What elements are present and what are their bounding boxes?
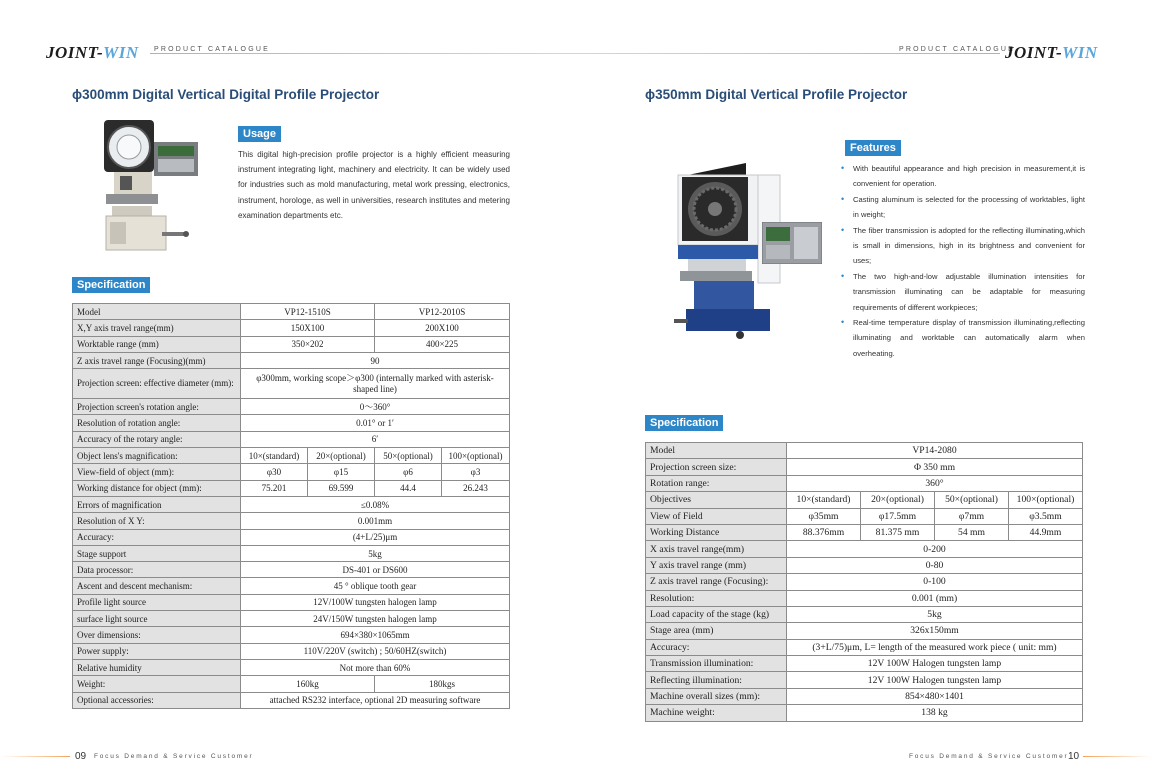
table-row: Weight: 160kg 180kgs [73,676,510,692]
list-item: • Real-time temperature display of transmission illuminating,reflecting illuminating and worktable can automatically alarm when overheating. [845,315,1085,361]
footer-slogan-right: Focus Demand & Service Customer [909,753,1069,760]
table-row: Accuracy: (4+L/25)μm [73,529,510,545]
list-item: • The fiber transmission is adopted for the reflecting illuminating,which is small in dimensions, high in its brightness and convenient for uses; [845,223,1085,269]
header-rule-left [150,53,575,54]
features-list [845,161,1085,361]
table-row: Transmission illumination: 12V 100W Halogen tungsten lamp [646,656,1083,672]
table-row: Stage support 5kg [73,545,510,561]
table-row: Relative humidity Not more than 60% [73,659,510,675]
footer-slogan-left: Focus Demand & Service Customer [94,753,254,760]
table-row: Accuracy of the rotary angle: 6′ [73,431,510,447]
catalogue-label-right: PRODUCT CATALOGUE [899,46,1015,53]
page-title-left: ϕ300mm Digital Vertical Digital Profile Projector [72,87,380,102]
table-row: Object lens's magnification: 10×(standard) 20×(optional) 50×(optional) 100×(optional) [73,448,510,464]
table-row: Stage area (mm) 326x150mm [646,623,1083,639]
table-row: Accuracy: (3+L/75)μm, L= length of the measured work piece ( unit: mm) [646,639,1083,655]
footer-rule-left [0,756,70,757]
table-row: Objectives 10×(standard) 20×(optional) 50×(optional) 100×(optional) [646,492,1083,508]
table-row: Machine overall sizes (mm): 854×480×1401 [646,688,1083,704]
table-row: Projection screen size: Φ 350 mm [646,459,1083,475]
digital-readout-image [762,222,822,264]
spec-label-left: Specification [72,277,150,293]
brand-logo-right: JOINT-WIN [1005,43,1098,62]
table-row: Errors of magnification ≤0.08% [73,496,510,512]
spec-label-right: Specification [645,415,723,431]
table-row: Resolution of rotation angle: 0.01° or 1′ [73,415,510,431]
table-row: Y axis travel range (mm) 0-80 [646,557,1083,573]
spec-table-vp12 [72,303,510,709]
table-row: Reflecting illumination: 12V 100W Halogen tungsten lamp [646,672,1083,688]
table-row: Worktable range (mm) 350×202 400×225 [73,336,510,352]
header-rule-right [575,53,1000,54]
table-row: Rotation range: 360° [646,475,1083,491]
list-item: • The two high-and-low adjustable illumination intensities for transmission illuminating can be adaptable for measuring requirements of different workpieces; [845,269,1085,315]
table-row: Resolution: 0.001 (mm) [646,590,1083,606]
table-row: Working Distance 88.376mm 81.375 mm 54 mm 44.9mm [646,524,1083,540]
table-row: Model VP14-2080 [646,443,1083,459]
table-row: X axis travel range(mm) 0-200 [646,541,1083,557]
table-row: Resolution of X Y: 0.001mm [73,513,510,529]
table-row: Working distance for object (mm): 75.201 69.599 44.4 26.243 [73,480,510,496]
table-row: Data processor: DS-401 or DS600 [73,562,510,578]
spec-table-vp14 [645,442,1083,722]
table-row: Z axis travel range (Focusing): 0-100 [646,574,1083,590]
projector-image-vp12 [96,114,206,254]
footer-rule-right [1083,756,1152,757]
list-item: • Casting aluminum is selected for the processing of worktables, light in weight; [845,192,1085,223]
table-row: Projection screen's rotation angle: 0～360° [73,399,510,415]
list-item: • With beautiful appearance and high precision in measurement,it is convenient for operation. [845,161,1085,192]
table-row: X,Y axis travel range(mm) 150X100 200X100 [73,320,510,336]
table-row: Ascent and descent mechanism: 45 ° oblique tooth gear [73,578,510,594]
table-row: Optional accessories: attached RS232 interface, optional 2D measuring software [73,692,510,708]
table-row: Over dimensions: 694×380×1065mm [73,627,510,643]
table-row: Load capacity of the stage (kg) 5kg [646,606,1083,622]
table-row: surface light source 24V/150W tungsten halogen lamp [73,611,510,627]
catalogue-label-left: PRODUCT CATALOGUE [154,46,270,53]
table-row: Model VP12-1510S VP12-2010S [73,304,510,320]
table-row: Projection screen: effective diameter (mm): φ300mm, working scope＞φ300 (internally marked with asterisk-shaped line) [73,369,510,399]
page-title-right: ϕ350mm Digital Vertical Profile Projector [645,87,908,102]
page-number-left: 09 [75,751,87,762]
table-row: Profile light source 12V/100W tungsten halogen lamp [73,594,510,610]
usage-label: Usage [238,126,281,142]
page-number-right: 10 [1068,751,1080,762]
table-row: View-field of object (mm): φ30 φ15 φ6 φ3 [73,464,510,480]
table-row: Machine weight: 138 kg [646,705,1083,721]
brand-logo-left: JOINT-WIN [46,43,139,62]
table-row: View of Field φ35mm φ17.5mm φ7mm φ3.5mm [646,508,1083,524]
usage-text: This digital high-precision profile projector is a highly efficient measuring instrument integrating light, machinery and electricity. It can be widely used for industries such as mold manufacturing, metal work pressing, electronics, instrument, horologe, as well in universities, research institutes and metering examination departments etc. [238,150,510,220]
table-row: Z axis travel range (Focusing)(mm) 90 [73,352,510,368]
features-label: Features [845,140,901,156]
table-row: Power supply: 110V/220V (switch) ; 50/60HZ(switch) [73,643,510,659]
